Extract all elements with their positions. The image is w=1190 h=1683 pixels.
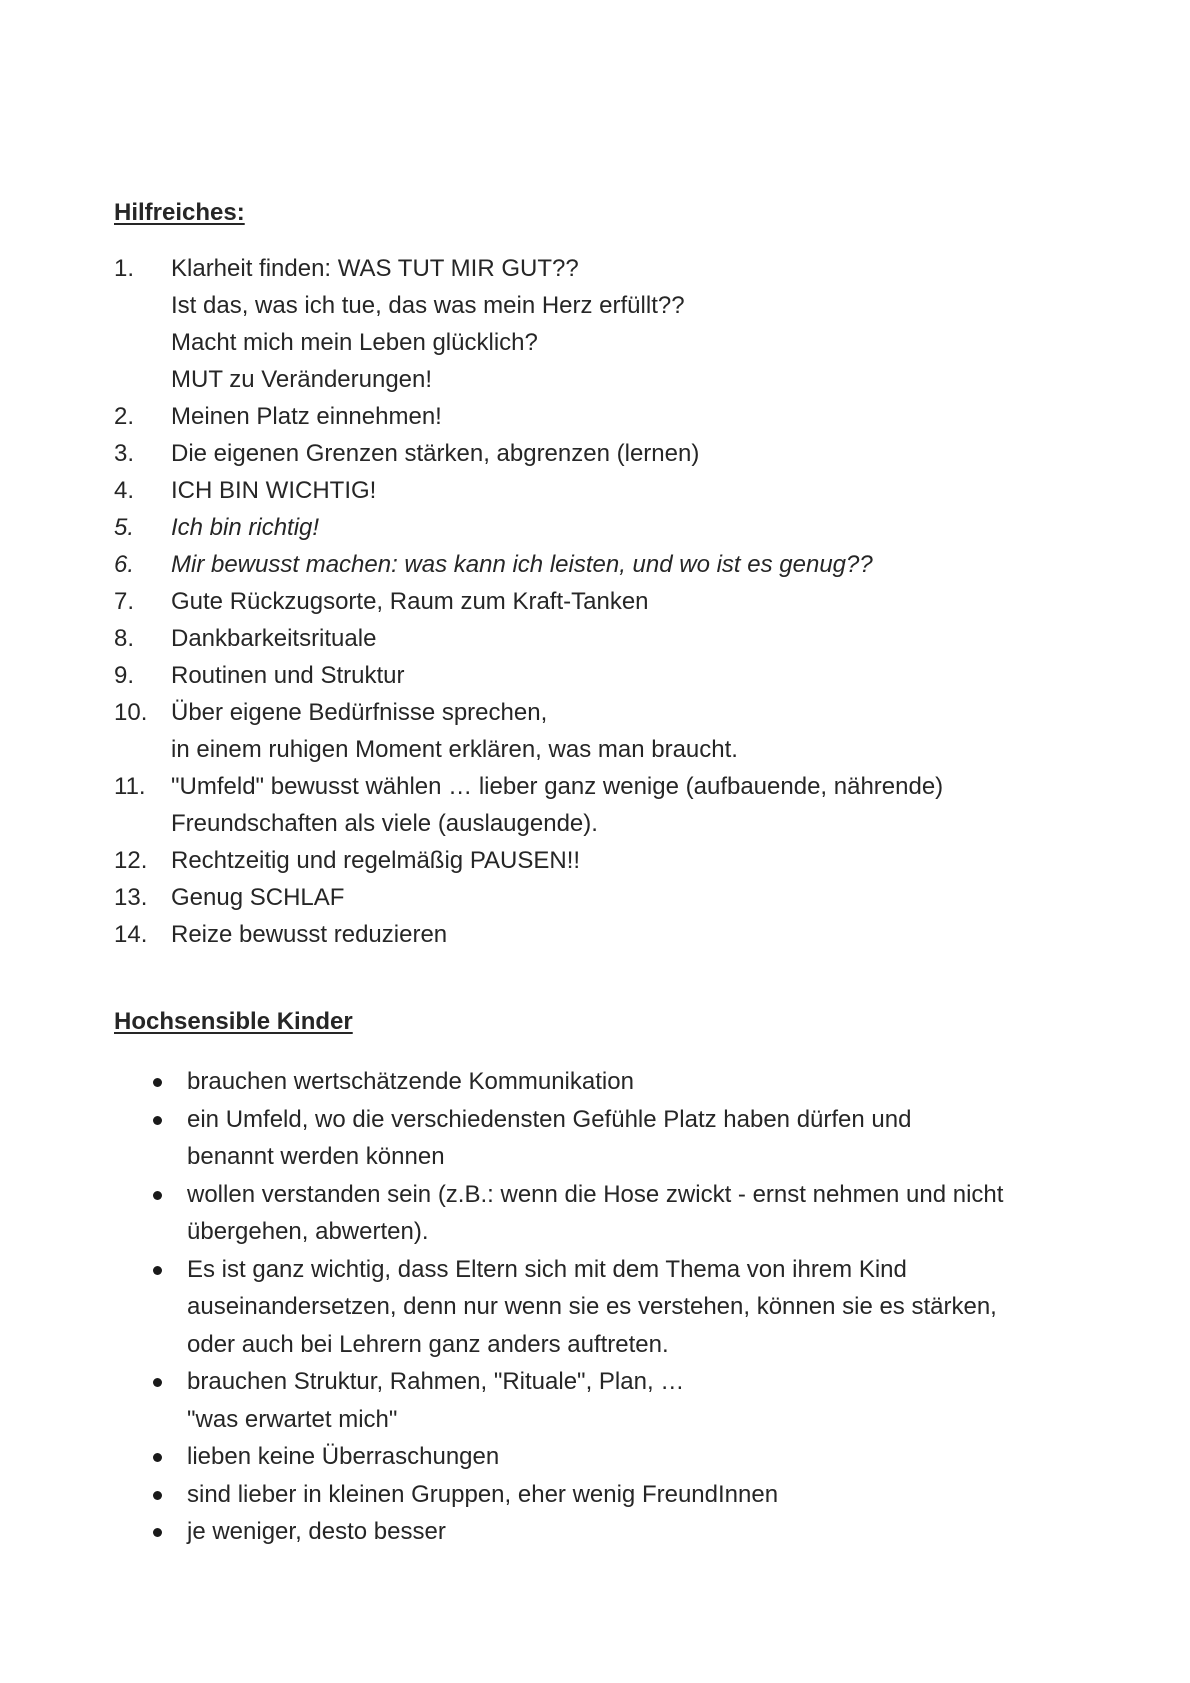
item-text: Die eigenen Grenzen stärken, abgrenzen (lernen) <box>171 440 700 467</box>
item-number: 9. <box>114 662 135 689</box>
item-text: Meinen Platz einnehmen! <box>171 403 442 430</box>
item-number: 10. <box>114 699 148 726</box>
item-text: Klarheit finden: WAS TUT MIR GUT?? <box>171 255 579 282</box>
item-text: auseinandersetzen, denn nur wenn sie es verstehen, können sie es stärken, <box>187 1293 997 1320</box>
item-text: Es ist ganz wichtig, dass Eltern sich mit dem Thema von ihrem Kind <box>187 1255 907 1283</box>
item-number: 4. <box>114 477 135 504</box>
section-heading-hilfreiches: Hilfreiches: <box>114 199 245 226</box>
item-text: wollen verstanden sein (z.B.: wenn die Hose zwickt - ernst nehmen und nicht <box>187 1180 1004 1208</box>
item-text: Gute Rückzugsorte, Raum zum Kraft-Tanken <box>171 588 649 615</box>
list-item <box>114 768 1074 842</box>
list-item <box>114 472 1074 509</box>
bullet-icon <box>150 1063 187 1101</box>
bullet-icon <box>150 1101 187 1176</box>
item-text: lieben keine Überraschungen <box>187 1443 500 1470</box>
list-item <box>114 250 1074 398</box>
list-item <box>114 546 1074 583</box>
item-number: 8. <box>114 625 135 652</box>
item-number: 6. <box>114 551 135 578</box>
bullet-icon <box>150 1363 187 1438</box>
item-text: "Umfeld" bewusst wählen … lieber ganz wenige (aufbauende, nährende) <box>171 773 944 800</box>
item-number: 2. <box>114 403 135 430</box>
item-text: oder auch bei Lehrern ganz anders auftreten. <box>187 1330 669 1358</box>
item-text: je weniger, desto besser <box>187 1518 446 1545</box>
item-text: Über eigene Bedürfnisse sprechen, <box>171 699 548 726</box>
list-item <box>150 1438 1090 1476</box>
list-item <box>150 1101 1090 1176</box>
item-text: in einem ruhigen Moment erklären, was man braucht. <box>171 736 738 763</box>
item-text: Dankbarkeitsrituale <box>171 625 377 652</box>
bullet-icon <box>150 1476 187 1514</box>
item-number: 3. <box>114 440 135 467</box>
numbered-list <box>114 250 1074 953</box>
item-text: benannt werden können <box>187 1143 445 1170</box>
item-text: ein Umfeld, wo die verschiedensten Gefühle Platz haben dürfen und <box>187 1105 912 1133</box>
item-text: Ich bin richtig! <box>171 514 320 541</box>
list-item <box>114 509 1074 546</box>
item-text: Macht mich mein Leben glücklich? <box>171 329 538 356</box>
bullet-list <box>150 1063 1090 1551</box>
item-text: Ist das, was ich tue, das was mein Herz erfüllt?? <box>171 292 685 319</box>
item-text: sind lieber in kleinen Gruppen, eher wenig FreundInnen <box>187 1480 779 1508</box>
item-text: Mir bewusst machen: was kann ich leisten, und wo ist es genug?? <box>171 551 873 578</box>
item-text: ICH BIN WICHTIG! <box>171 477 377 504</box>
list-item <box>114 916 1074 953</box>
item-number: 7. <box>114 588 135 615</box>
bullet-icon <box>150 1438 187 1476</box>
item-number: 14. <box>114 921 148 948</box>
list-item <box>114 657 1074 694</box>
list-item <box>150 1513 1090 1551</box>
list-item <box>114 842 1074 879</box>
bullet-icon <box>150 1513 187 1551</box>
item-number: 11. <box>114 773 146 800</box>
item-text: Reize bewusst reduzieren <box>171 921 448 948</box>
list-item <box>150 1063 1090 1101</box>
list-item <box>150 1176 1090 1251</box>
list-item <box>150 1363 1090 1438</box>
item-text: Freundschaften als viele (auslaugende). <box>171 810 598 837</box>
bullet-icon <box>150 1176 187 1251</box>
list-item <box>150 1251 1090 1364</box>
item-number: 13. <box>114 884 148 911</box>
item-text: Routinen und Struktur <box>171 662 405 689</box>
item-number: 12. <box>114 847 148 874</box>
item-text: brauchen wertschätzende Kommunikation <box>187 1068 634 1095</box>
item-text: "was erwartet mich" <box>187 1405 398 1433</box>
list-item <box>114 435 1074 472</box>
item-text: brauchen Struktur, Rahmen, "Rituale", Plan, … <box>187 1368 685 1395</box>
list-item <box>150 1476 1090 1514</box>
item-number: 1. <box>114 255 135 282</box>
item-text: Rechtzeitig und regelmäßig PAUSEN!! <box>171 847 581 874</box>
list-item <box>114 694 1074 768</box>
list-item <box>114 398 1074 435</box>
item-number: 5. <box>114 514 135 541</box>
item-text: Genug SCHLAF <box>171 884 345 911</box>
list-item <box>114 620 1074 657</box>
list-item <box>114 879 1074 916</box>
list-item <box>114 583 1074 620</box>
item-text: MUT zu Veränderungen! <box>171 366 433 393</box>
section-heading-hochsensible-kinder: Hochsensible Kinder <box>114 1008 353 1035</box>
bullet-icon <box>150 1251 187 1364</box>
item-text: übergehen, abwerten). <box>187 1218 429 1245</box>
